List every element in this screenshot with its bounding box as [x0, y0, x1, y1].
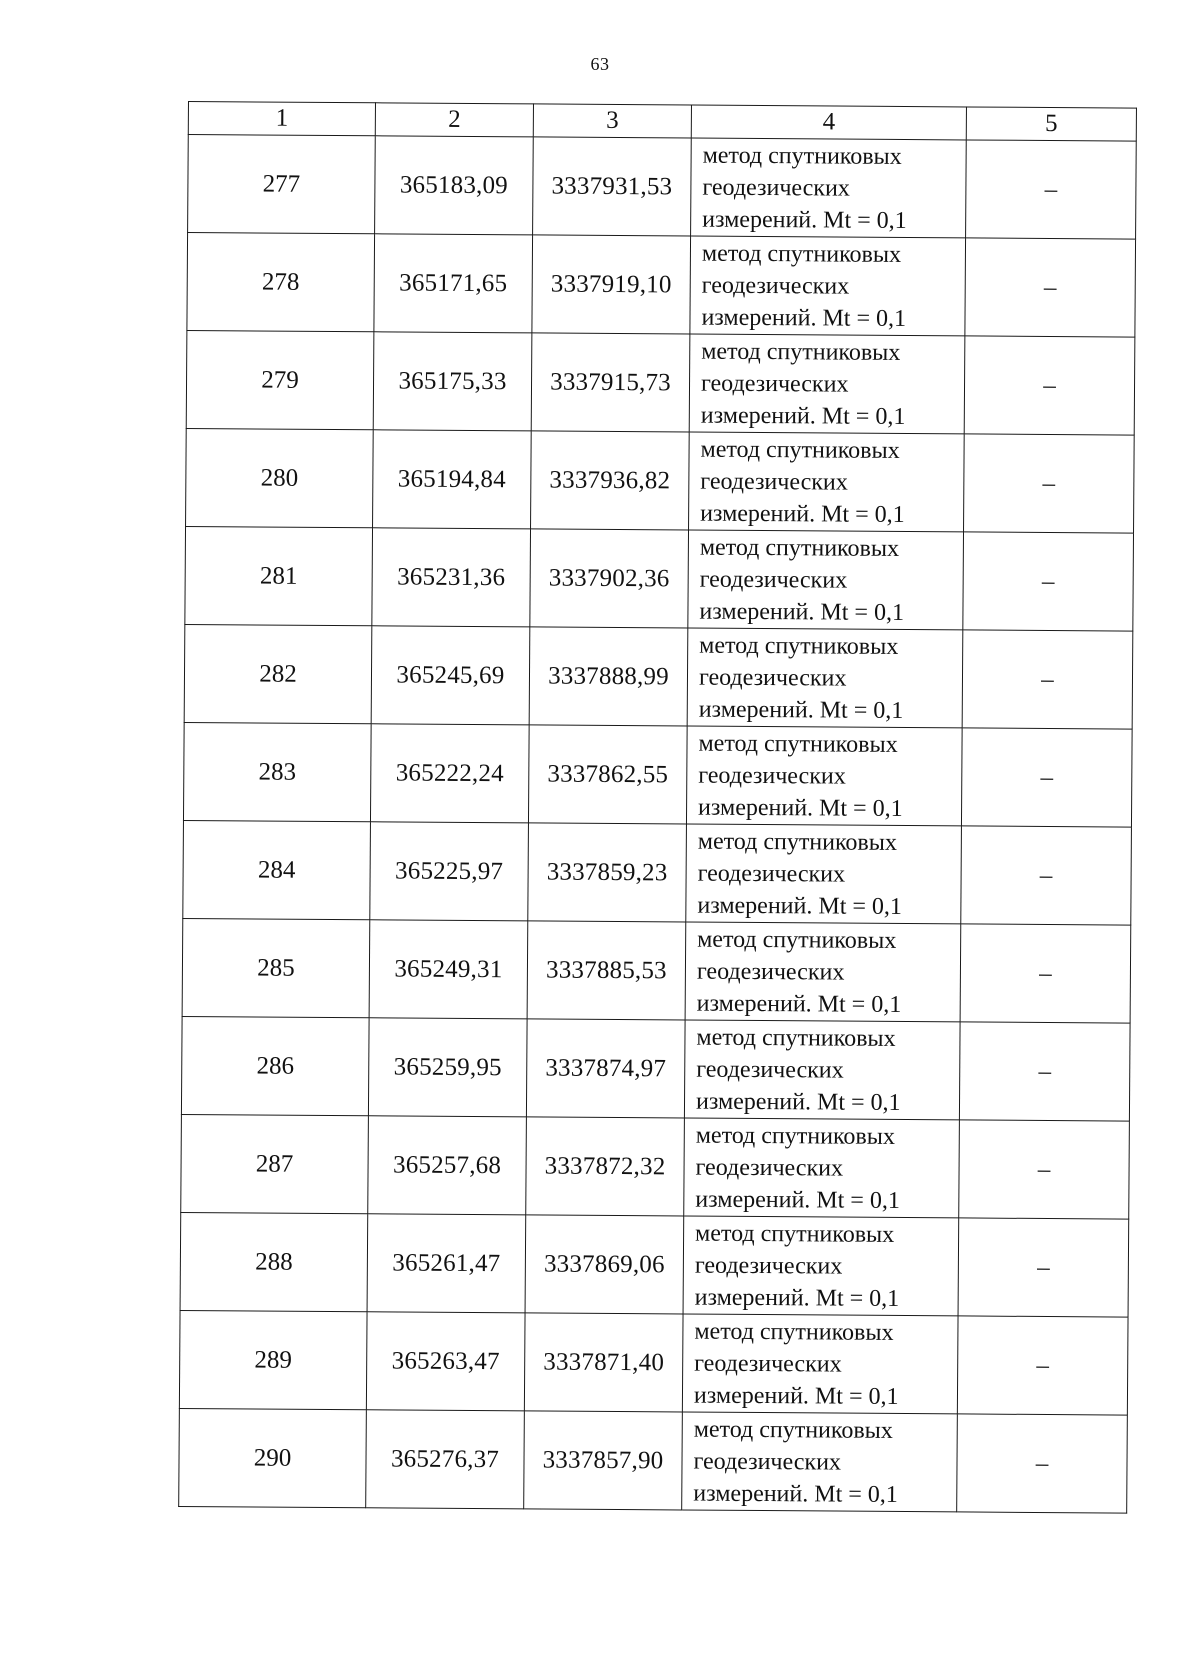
point-number-cell: 288: [180, 1212, 368, 1311]
method-line: измерений. Mt = 0,1: [695, 1186, 900, 1214]
x-coordinate-cell: 365183,09: [375, 136, 534, 235]
x-coordinate-cell: 365276,37: [366, 1410, 525, 1509]
table-row: [184, 624, 1133, 729]
method-line: метод спутниковых: [696, 1024, 896, 1052]
method-line: измерений. Mt = 0,1: [697, 892, 903, 920]
note-cell: –: [965, 238, 1136, 337]
method-line: метод спутниковых: [701, 240, 902, 268]
point-number-cell: 289: [179, 1310, 367, 1409]
method-line: измерений. Mt = 0,1: [695, 1088, 901, 1116]
x-coordinate-cell: 365225,97: [370, 822, 529, 921]
page-number: 63: [590, 54, 610, 74]
table-row: [183, 820, 1132, 925]
y-coordinate-cell: 3337857,90: [524, 1411, 683, 1510]
method-line: измерений. Mt = 0,1: [699, 598, 905, 626]
note-cell: –: [964, 434, 1135, 533]
y-coordinate-cell: 3337874,97: [526, 1019, 685, 1118]
point-number-cell: 279: [186, 330, 374, 429]
table-row: [180, 1212, 1129, 1317]
method-line: измерений. Mt = 0,1: [700, 500, 905, 528]
method-cell: [689, 432, 965, 532]
method-cell: [689, 334, 965, 434]
method-line: геодезических: [695, 1154, 844, 1182]
method-cell: [682, 1314, 958, 1414]
method-line: геодезических: [700, 370, 849, 398]
method-line: геодезических: [702, 174, 850, 202]
x-coordinate-cell: 365249,31: [369, 920, 528, 1019]
point-number-cell: 281: [185, 526, 373, 625]
method-line: метод спутниковых: [700, 436, 900, 464]
method-line: геодезических: [700, 468, 848, 496]
x-coordinate-cell: 365263,47: [366, 1312, 525, 1411]
method-line: метод спутниковых: [697, 828, 898, 856]
x-coordinate-cell: 365194,84: [373, 430, 532, 529]
point-number-cell: 277: [188, 135, 376, 234]
y-coordinate-cell: 3337872,32: [526, 1117, 685, 1216]
header-cell-point-number: 1: [188, 102, 375, 136]
method-line: метод спутниковых: [701, 338, 901, 366]
method-line: геодезических: [698, 664, 847, 692]
method-line: измерений. Mt = 0,1: [693, 1480, 898, 1508]
method-cell: [685, 922, 961, 1022]
method-line: измерений. Mt = 0,1: [694, 1284, 900, 1312]
y-coordinate-cell: 3337862,55: [528, 725, 687, 824]
note-cell: –: [959, 1022, 1130, 1121]
method-line: измерений. Mt = 0,1: [697, 794, 903, 822]
method-line: геодезических: [693, 1448, 842, 1476]
method-line: метод спутниковых: [698, 730, 898, 758]
method-cell: [691, 138, 967, 238]
note-cell: –: [962, 630, 1133, 729]
note-cell: –: [958, 1218, 1129, 1317]
x-coordinate-cell: 365245,69: [371, 626, 530, 725]
table-row: [186, 428, 1135, 533]
method-line: измерений. Mt = 0,1: [700, 402, 906, 430]
method-cell: [682, 1412, 958, 1512]
y-coordinate-cell: 3337885,53: [527, 921, 686, 1020]
note-cell: –: [963, 532, 1134, 631]
table-row: [183, 722, 1132, 827]
method-line: геодезических: [697, 860, 846, 888]
point-number-cell: 287: [181, 1114, 369, 1213]
table-row: [181, 1114, 1130, 1219]
y-coordinate-cell: 3337888,99: [529, 627, 688, 726]
y-coordinate-cell: 3337931,53: [533, 137, 692, 236]
note-cell: –: [961, 728, 1132, 827]
note-cell: –: [959, 1120, 1130, 1219]
method-cell: [686, 726, 962, 826]
method-cell: [690, 236, 966, 336]
y-coordinate-cell: 3337919,10: [532, 235, 691, 334]
table-row: [179, 1408, 1128, 1513]
point-number-cell: 278: [187, 233, 375, 332]
note-cell: –: [957, 1414, 1128, 1513]
method-line: метод спутниковых: [699, 534, 900, 562]
method-line: измерений. Mt = 0,1: [698, 696, 904, 724]
point-number-cell: 286: [181, 1016, 369, 1115]
method-cell: [683, 1216, 959, 1316]
x-coordinate-cell: 365259,95: [368, 1018, 527, 1117]
coordinates-sheet: [178, 101, 1136, 1514]
method-cell: [684, 1020, 960, 1120]
table-row: [185, 526, 1134, 631]
x-coordinate-cell: 365257,68: [368, 1116, 527, 1215]
point-number-cell: 284: [183, 820, 371, 919]
y-coordinate-cell: 3337869,06: [525, 1215, 684, 1314]
method-cell: [687, 628, 963, 728]
header-cell-note: 5: [966, 107, 1136, 141]
y-coordinate-cell: 3337859,23: [528, 823, 687, 922]
header-cell-y: 3: [533, 104, 691, 138]
table-row: [187, 233, 1136, 338]
method-line: метод спутниковых: [694, 1318, 894, 1346]
method-line: геодезических: [694, 1350, 842, 1378]
y-coordinate-cell: 3337902,36: [530, 529, 689, 628]
table-body: [179, 102, 1137, 1514]
method-line: геодезических: [696, 958, 845, 986]
note-cell: –: [961, 826, 1132, 925]
point-number-cell: 283: [183, 722, 371, 821]
header-cell-x: 2: [375, 103, 533, 137]
method-line: геодезических: [701, 272, 850, 300]
y-coordinate-cell: 3337871,40: [524, 1313, 683, 1412]
point-number-cell: 290: [179, 1408, 367, 1507]
point-number-cell: 280: [186, 428, 374, 527]
method-line: метод спутниковых: [699, 632, 899, 660]
method-cell: [688, 530, 964, 630]
method-line: измерений. Mt = 0,1: [696, 990, 902, 1018]
method-cell: [686, 824, 962, 924]
point-number-cell: 282: [184, 624, 372, 723]
x-coordinate-cell: 365222,24: [370, 724, 529, 823]
method-line: геодезических: [694, 1252, 843, 1280]
y-coordinate-cell: 3337915,73: [531, 333, 690, 432]
x-coordinate-cell: 365175,33: [373, 332, 532, 431]
point-number-cell: 285: [182, 918, 370, 1017]
method-line: измерений. Mt = 0,1: [701, 304, 907, 332]
method-line: метод спутниковых: [695, 1220, 895, 1248]
table-row: [181, 1016, 1130, 1121]
method-line: измерений. Mt = 0,1: [702, 206, 907, 234]
note-cell: –: [964, 336, 1135, 435]
table-row: [188, 135, 1137, 240]
method-line: геодезических: [698, 762, 846, 790]
method-line: измерений. Mt = 0,1: [693, 1382, 899, 1410]
y-coordinate-cell: 3337936,82: [531, 431, 690, 530]
note-cell: –: [966, 140, 1137, 239]
method-line: метод спутниковых: [702, 142, 902, 170]
coordinates-table: [178, 101, 1137, 1514]
method-line: метод спутниковых: [697, 926, 897, 954]
method-line: геодезических: [696, 1056, 844, 1084]
x-coordinate-cell: 365261,47: [367, 1214, 526, 1313]
table-row: [182, 918, 1131, 1023]
x-coordinate-cell: 365231,36: [372, 528, 531, 627]
method-cell: [684, 1118, 960, 1218]
method-line: метод спутниковых: [695, 1122, 895, 1150]
note-cell: –: [960, 924, 1131, 1023]
method-line: метод спутниковых: [693, 1416, 893, 1444]
note-cell: –: [957, 1316, 1128, 1415]
header-cell-method: 4: [691, 105, 966, 140]
method-line: геодезических: [699, 566, 848, 594]
x-coordinate-cell: 365171,65: [374, 234, 533, 333]
table-row: [186, 330, 1135, 435]
table-row: [179, 1310, 1128, 1415]
